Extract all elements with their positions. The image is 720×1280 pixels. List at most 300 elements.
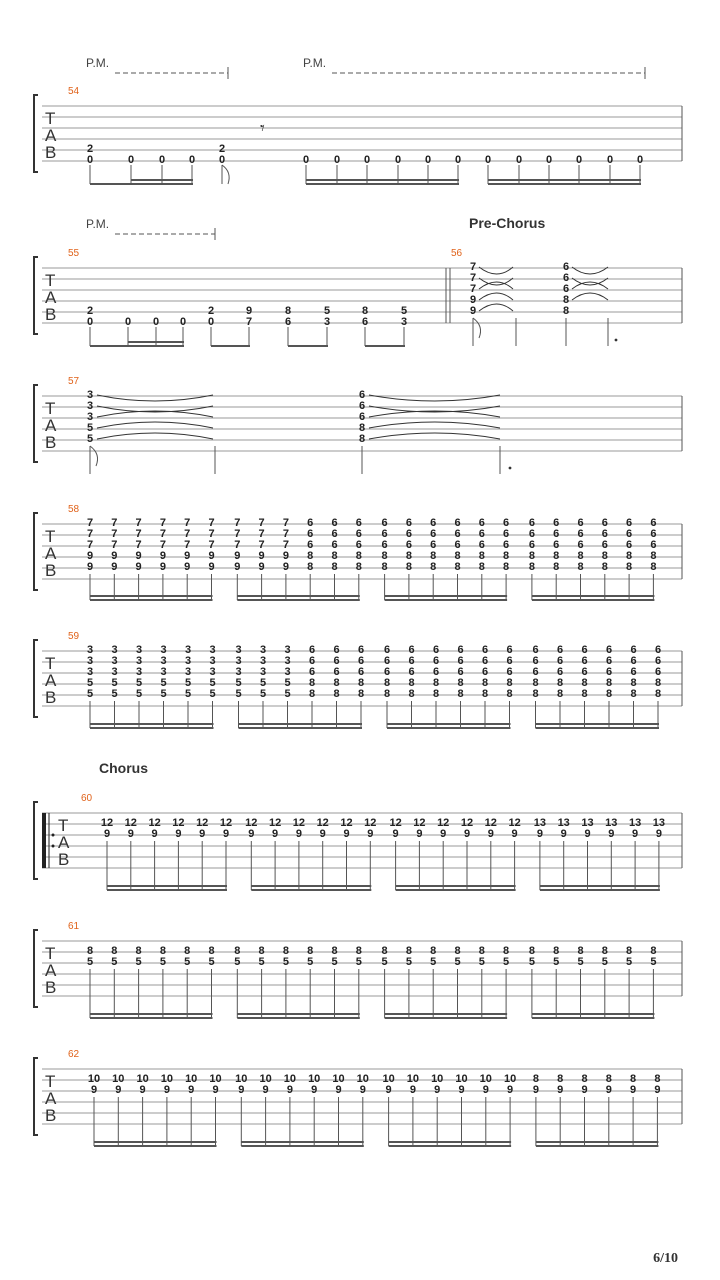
- fret-number: 6: [654, 655, 662, 667]
- fret-number: 10: [431, 1073, 444, 1085]
- system-bracket: [34, 385, 38, 462]
- fret-number: 6: [454, 528, 461, 540]
- dot: [509, 467, 512, 470]
- fret-number: 7: [258, 539, 265, 551]
- fret-number: 6: [358, 411, 366, 423]
- fret-number: 5: [135, 956, 142, 968]
- fret-number: 0: [179, 316, 187, 328]
- fret-number: 9: [127, 828, 134, 840]
- fret-number: 6: [562, 261, 570, 273]
- fret-number: 10: [160, 1073, 174, 1085]
- fret-number: 6: [630, 644, 637, 656]
- fret-number: 8: [553, 550, 560, 562]
- fret-number: 6: [357, 666, 365, 678]
- fret-number: 8: [503, 550, 510, 562]
- fret-number: 8: [562, 305, 570, 317]
- system-4: [34, 504, 682, 600]
- fret-number: 8: [454, 561, 461, 573]
- fret-number: 0: [333, 154, 341, 166]
- fret-number: 8: [184, 945, 191, 957]
- fret-number: 6: [581, 666, 588, 678]
- fret-number: 6: [630, 655, 637, 667]
- fret-number: 5: [234, 956, 241, 968]
- fret-number: 7: [245, 316, 253, 328]
- fret-number: 8: [307, 945, 314, 957]
- fret-number: 5: [111, 677, 118, 689]
- fret-number: 10: [356, 1073, 369, 1085]
- fret-number: 3: [86, 389, 94, 401]
- fret-number: 5: [323, 305, 331, 317]
- fret-number: 6: [383, 644, 391, 656]
- fret-number: 8: [577, 550, 584, 562]
- fret-number: 3: [135, 666, 143, 678]
- fret-number: 10: [332, 1073, 345, 1085]
- fret-number: 12: [484, 817, 497, 829]
- fret-number: 0: [158, 154, 166, 166]
- fret-number: 8: [630, 1073, 637, 1085]
- fret-number: 6: [654, 644, 662, 656]
- fret-number: 0: [302, 154, 310, 166]
- fret-number: 6: [432, 655, 440, 667]
- fret-number: 9: [222, 828, 230, 840]
- fret-number: 8: [358, 433, 366, 445]
- fret-number: 9: [385, 1084, 392, 1096]
- fret-number: 6: [357, 655, 365, 667]
- fret-number: 9: [90, 1084, 98, 1096]
- fret-number: 6: [556, 644, 564, 656]
- fret-number: 7: [282, 539, 289, 551]
- fret-number: 8: [381, 945, 388, 957]
- fret-number: 9: [409, 1084, 416, 1096]
- let-ring-ties: [97, 395, 500, 439]
- fret-number: 9: [139, 1084, 146, 1096]
- palm-mute-label: P.M.: [86, 217, 110, 231]
- fret-number: 6: [556, 666, 564, 678]
- fret-number: 6: [481, 666, 489, 678]
- fret-number: 6: [430, 517, 437, 529]
- dot: [615, 339, 618, 342]
- rhythm-stems: [306, 165, 640, 184]
- fret-number: 0: [424, 154, 432, 166]
- fret-number: 8: [430, 561, 437, 573]
- fret-number: 9: [487, 828, 494, 840]
- fret-number: 10: [87, 1073, 101, 1085]
- fret-number: 3: [259, 655, 267, 667]
- fret-number: 6: [381, 539, 388, 551]
- fret-number: 6: [358, 389, 366, 401]
- tab-notes: [87, 517, 657, 573]
- fret-number: 9: [208, 550, 215, 562]
- system-6: [34, 760, 682, 890]
- fret-number: 7: [86, 517, 94, 529]
- fret-number: 10: [136, 1073, 149, 1085]
- palm-mute-label: P.M.: [86, 56, 110, 70]
- fret-number: 0: [636, 154, 644, 166]
- fret-number: 8: [432, 677, 440, 689]
- rhythm-stems: [90, 446, 500, 474]
- fret-number: 5: [209, 677, 216, 689]
- fret-number: 10: [455, 1073, 468, 1085]
- fret-number: 9: [469, 294, 477, 306]
- fret-number: 5: [184, 956, 191, 968]
- measure-number: 62: [68, 1049, 80, 1060]
- fret-number: 6: [333, 644, 340, 656]
- fret-number: 9: [199, 828, 206, 840]
- fret-number: 6: [383, 655, 391, 667]
- fret-number: 9: [262, 1084, 269, 1096]
- fret-number: 3: [284, 655, 291, 667]
- fret-number: 8: [381, 561, 388, 573]
- fret-number: 13: [628, 817, 642, 829]
- fret-number: 6: [654, 666, 662, 678]
- fret-number: 7: [159, 517, 166, 529]
- fret-number: 8: [577, 561, 584, 573]
- fret-number: 8: [355, 561, 362, 573]
- fret-number: 9: [188, 1084, 195, 1096]
- fret-number: 3: [160, 666, 167, 678]
- fret-number: 13: [557, 817, 570, 829]
- fret-number: 8: [307, 550, 314, 562]
- fret-number: 10: [259, 1073, 272, 1085]
- fret-number: 9: [286, 1084, 293, 1096]
- fret-number: 6: [601, 528, 608, 540]
- fret-number: 6: [577, 539, 584, 551]
- fret-number: 9: [135, 561, 142, 573]
- fret-number: 10: [283, 1073, 297, 1085]
- measure-number: 57: [68, 376, 80, 387]
- fret-number: 5: [184, 688, 192, 700]
- fret-number: 6: [506, 655, 513, 667]
- fret-number: 3: [86, 400, 94, 412]
- fret-number: 5: [159, 956, 166, 968]
- fret-number: 8: [333, 677, 340, 689]
- fret-number: 5: [577, 956, 584, 968]
- beams: [306, 180, 641, 184]
- fret-number: 5: [160, 688, 167, 700]
- system-1: [34, 56, 682, 184]
- fret-number: 7: [234, 528, 241, 540]
- fret-number: 3: [235, 666, 242, 678]
- eighth-rest-icon: 𝄾: [260, 118, 265, 139]
- fret-number: 8: [208, 945, 215, 957]
- fret-number: 7: [208, 517, 215, 529]
- fret-number: 8: [577, 945, 584, 957]
- fret-number: 3: [400, 316, 408, 328]
- fret-number: 6: [581, 644, 588, 656]
- fret-number: 5: [111, 688, 118, 700]
- fret-number: 7: [135, 539, 142, 551]
- fret-number: 8: [430, 550, 437, 562]
- fret-number: 9: [238, 1084, 245, 1096]
- fret-number: 8: [457, 677, 464, 689]
- fret-number: 8: [361, 305, 369, 317]
- fret-number: 9: [536, 828, 543, 840]
- fret-number: 3: [111, 655, 118, 667]
- fret-number: 6: [333, 655, 340, 667]
- fret-number: 8: [454, 945, 461, 957]
- fret-number: 8: [626, 550, 633, 562]
- fret-number: 7: [234, 517, 241, 529]
- fret-number: 6: [432, 666, 440, 678]
- fret-number: 9: [463, 828, 471, 840]
- fret-number: 9: [163, 1084, 170, 1096]
- fret-number: 6: [381, 528, 388, 540]
- measure-number: 55: [68, 248, 80, 259]
- fret-number: 5: [430, 956, 437, 968]
- fret-number: 7: [159, 528, 166, 540]
- fret-number: 8: [357, 688, 365, 700]
- fret-number: 5: [184, 677, 192, 689]
- fret-number: 6: [457, 655, 464, 667]
- page-number: 6/10: [653, 1251, 678, 1266]
- fret-number: 3: [160, 655, 167, 667]
- fret-number: 0: [606, 154, 614, 166]
- fret-number: 5: [355, 956, 362, 968]
- fret-number: 8: [654, 1073, 661, 1085]
- fret-number: 6: [454, 539, 461, 551]
- fret-number: 8: [605, 688, 613, 700]
- fret-number: 5: [111, 956, 118, 968]
- fret-number: 6: [457, 666, 464, 678]
- fret-number: 0: [515, 154, 523, 166]
- fret-number: 5: [209, 688, 216, 700]
- system-bracket: [34, 1058, 38, 1135]
- fret-number: 9: [532, 1084, 539, 1096]
- fret-number: 8: [528, 550, 535, 562]
- fret-number: 6: [562, 283, 570, 295]
- fret-number: 9: [335, 1084, 342, 1096]
- fret-number: 8: [654, 688, 662, 700]
- fret-number: 8: [383, 688, 391, 700]
- measure-number: 61: [68, 921, 80, 932]
- fret-number: 6: [481, 655, 489, 667]
- fret-number: 6: [361, 316, 369, 328]
- fret-number: 12: [100, 817, 114, 829]
- tab-clef: T A B: [45, 654, 57, 707]
- fret-number: 7: [258, 517, 265, 529]
- fret-number: 9: [258, 561, 265, 573]
- fret-number: 3: [184, 666, 192, 678]
- fret-number: 8: [355, 550, 362, 562]
- fret-number: 8: [626, 561, 633, 573]
- fret-number: 9: [557, 1084, 564, 1096]
- fret-number: 5: [160, 677, 167, 689]
- fret-number: 12: [316, 817, 329, 829]
- fret-number: 8: [650, 550, 657, 562]
- fret-number: 6: [454, 517, 461, 529]
- fret-number: 6: [331, 539, 338, 551]
- fret-number: 12: [508, 817, 521, 829]
- fret-number: 6: [601, 539, 608, 551]
- fret-number: 12: [196, 817, 209, 829]
- fret-number: 5: [284, 688, 291, 700]
- fret-number: 8: [331, 550, 338, 562]
- fret-number: 5: [503, 956, 510, 968]
- measure-number: 54: [68, 86, 80, 97]
- fret-number: 10: [308, 1073, 321, 1085]
- fret-number: 8: [405, 945, 412, 957]
- rhythm-stems: [90, 165, 229, 184]
- fret-number: 9: [416, 828, 423, 840]
- fret-number: 7: [86, 528, 94, 540]
- fret-number: 0: [363, 154, 371, 166]
- fret-number: 9: [282, 550, 289, 562]
- fret-number: 9: [234, 550, 241, 562]
- fret-number: 6: [630, 666, 637, 678]
- fret-number: 9: [605, 1084, 612, 1096]
- fret-number: 8: [532, 688, 539, 700]
- fret-number: 6: [308, 655, 316, 667]
- fret-number: 9: [115, 1084, 122, 1096]
- tab-notes: [87, 261, 569, 328]
- fret-number: 9: [311, 1084, 318, 1096]
- fret-number: 8: [553, 561, 560, 573]
- fret-number: 8: [503, 945, 510, 957]
- fret-number: 9: [632, 828, 639, 840]
- fret-number: 9: [608, 828, 615, 840]
- fret-number: 9: [111, 561, 118, 573]
- fret-number: 6: [605, 644, 613, 656]
- fret-number: 9: [135, 550, 142, 562]
- fret-number: 10: [406, 1073, 420, 1085]
- fret-number: 9: [245, 305, 253, 317]
- fret-number: 12: [389, 817, 402, 829]
- fret-number: 6: [650, 539, 657, 551]
- fret-number: 6: [626, 517, 633, 529]
- fret-number: 0: [152, 316, 160, 328]
- fret-number: 9: [367, 828, 374, 840]
- fret-number: 5: [86, 688, 94, 700]
- fret-number: 7: [469, 272, 477, 284]
- fret-number: 8: [581, 688, 588, 700]
- fret-number: 6: [556, 655, 564, 667]
- fret-number: 6: [358, 400, 366, 412]
- fret-number: 6: [430, 539, 437, 551]
- fret-number: 6: [308, 666, 316, 678]
- measure-number: 56: [451, 248, 463, 259]
- fret-number: 6: [528, 539, 535, 551]
- fret-number: 9: [440, 828, 447, 840]
- fret-number: 5: [478, 956, 485, 968]
- fret-number: 9: [392, 828, 399, 840]
- fret-number: 0: [127, 154, 135, 166]
- fret-number: 6: [650, 528, 657, 540]
- fret-number: 5: [86, 956, 94, 968]
- fret-number: 8: [556, 688, 564, 700]
- fret-number: 8: [630, 677, 637, 689]
- fret-number: 6: [355, 517, 362, 529]
- fret-number: 3: [209, 655, 216, 667]
- fret-number: 12: [460, 817, 474, 829]
- fret-number: 5: [650, 956, 657, 968]
- fret-number: 7: [111, 517, 118, 529]
- staff-lines: [42, 106, 682, 161]
- fret-number: 3: [284, 666, 291, 678]
- section-label: Pre-Chorus: [469, 215, 546, 231]
- fret-number: 8: [581, 1073, 588, 1085]
- fret-number: 12: [364, 817, 377, 829]
- fret-number: 8: [86, 945, 94, 957]
- fret-number: 5: [626, 956, 633, 968]
- fret-number: 3: [184, 644, 192, 656]
- fret-number: 7: [159, 539, 166, 551]
- fret-number: 8: [307, 561, 314, 573]
- fret-number: 8: [135, 945, 142, 957]
- fret-number: 3: [184, 655, 192, 667]
- fret-number: 7: [184, 528, 191, 540]
- fret-number: 0: [454, 154, 462, 166]
- fret-number: 6: [408, 644, 415, 656]
- fret-number: 6: [553, 539, 560, 551]
- fret-number: 9: [282, 561, 289, 573]
- fret-number: 8: [457, 688, 464, 700]
- fret-number: 7: [282, 528, 289, 540]
- fret-number: 8: [478, 945, 485, 957]
- fret-number: 9: [434, 1084, 441, 1096]
- fret-number: 8: [430, 945, 437, 957]
- fret-number: 6: [506, 666, 513, 678]
- measure-number: 60: [81, 793, 93, 804]
- system-5: [34, 631, 682, 728]
- fret-number: 5: [601, 956, 608, 968]
- fret-number: 12: [172, 817, 185, 829]
- fret-number: 8: [481, 677, 489, 689]
- fret-number: 9: [560, 828, 567, 840]
- fret-number: 8: [308, 688, 316, 700]
- fret-number: 6: [405, 528, 412, 540]
- fret-number: 6: [432, 644, 440, 656]
- rhythm-beams: [107, 841, 660, 890]
- fret-number: 5: [86, 677, 94, 689]
- tab-clef: T A B: [58, 816, 70, 869]
- fret-number: 9: [359, 1084, 366, 1096]
- fret-number: 13: [605, 817, 618, 829]
- fret-number: 6: [503, 539, 510, 551]
- fret-number: 8: [234, 945, 241, 957]
- beams: [90, 180, 193, 184]
- fret-number: 7: [469, 261, 477, 273]
- fret-number: 10: [209, 1073, 222, 1085]
- beams: [90, 342, 405, 346]
- fret-number: 3: [111, 666, 118, 678]
- fret-number: 8: [601, 550, 608, 562]
- fret-number: 9: [159, 561, 166, 573]
- fret-number: 8: [331, 561, 338, 573]
- fret-number: 5: [208, 956, 215, 968]
- fret-number: 8: [381, 550, 388, 562]
- fret-number: 8: [282, 945, 289, 957]
- fret-number: 8: [478, 550, 485, 562]
- fret-number: 6: [408, 655, 415, 667]
- fret-number: 9: [458, 1084, 465, 1096]
- fret-number: 9: [86, 561, 94, 573]
- fret-number: 9: [630, 1084, 637, 1096]
- fret-number: 6: [503, 528, 510, 540]
- fret-number: 8: [258, 945, 265, 957]
- fret-number: 0: [218, 154, 226, 166]
- fret-number: 12: [124, 817, 137, 829]
- fret-number: 12: [292, 817, 306, 829]
- fret-number: 7: [208, 539, 215, 551]
- fret-number: 5: [235, 688, 242, 700]
- let-ring-ties: [479, 267, 608, 311]
- fret-number: 6: [601, 517, 608, 529]
- fret-number: 9: [258, 550, 265, 562]
- fret-number: 7: [184, 517, 191, 529]
- fret-number: 10: [112, 1073, 125, 1085]
- fret-number: 5: [86, 433, 94, 445]
- fret-number: 8: [654, 677, 662, 689]
